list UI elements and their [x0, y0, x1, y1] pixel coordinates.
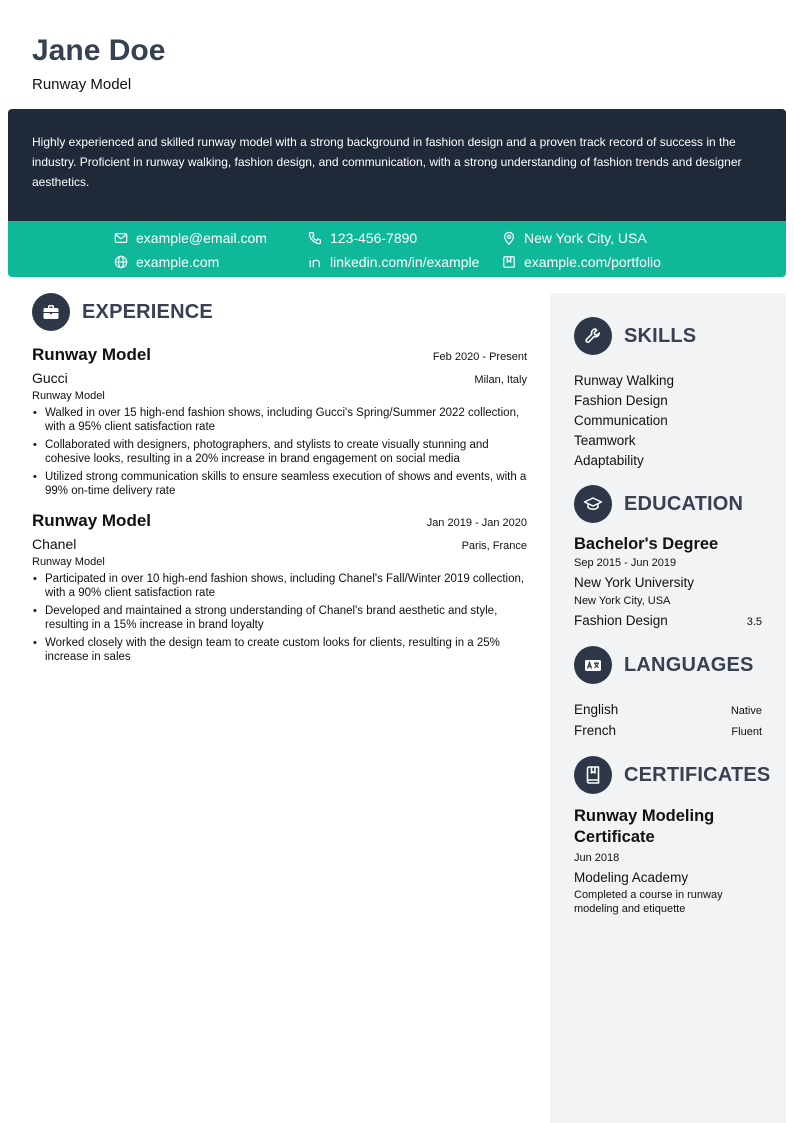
wrench-icon: [583, 326, 603, 346]
job-date: Feb 2020 - Present: [432, 351, 527, 363]
location-text: New York City, USA: [524, 230, 647, 246]
globe-icon: [114, 255, 128, 269]
language-name: English: [574, 702, 619, 717]
job-subtitle: Runway Model: [32, 556, 105, 568]
job-bullet: • Collaborated with designers, photographers, and stylists to create visually stunning and cohesive looks, resulting in a 20% increase in brand engagement on social media: [32, 438, 527, 466]
certificate-issuer: Modeling Academy: [574, 870, 689, 885]
job-subtitle: Runway Model: [32, 390, 105, 402]
job-title: Runway Model: [32, 511, 152, 530]
certificates-section: [574, 756, 771, 916]
resume-header: [32, 34, 165, 93]
job-entry: [32, 345, 527, 498]
experience-header: [32, 293, 527, 331]
summary-text: Highly experienced and skilled runway model with a strong background in fashion design and a proven track record of success in the industry. Proficient in runway walking, fashion design, and communication, with a strong understanding of fashion trends and designer aesthetics.: [32, 135, 742, 189]
experience-section: [32, 293, 527, 668]
location-icon: [502, 231, 516, 245]
education-degree: Bachelor's Degree: [574, 535, 719, 553]
language-level: Native: [730, 705, 762, 717]
skill-item: Adaptability: [574, 453, 644, 468]
contact-bar: [8, 221, 786, 277]
language-level: Fluent: [731, 726, 762, 738]
education-date: Sep 2015 - Jun 2019: [574, 557, 677, 569]
mail-icon: [114, 231, 128, 245]
linkedin-icon: [308, 255, 322, 269]
skills-title: SKILLS: [624, 324, 697, 347]
job-bullet: • Utilized strong communication skills to ensure seamless execution of shows and events, with a 99% on-time delivery rate: [32, 470, 527, 498]
graduation-cap-icon: [583, 494, 603, 514]
job-bullet: • Worked closely with the design team to create custom looks for clients, resulting in a 25% increase in sales: [32, 636, 527, 664]
linkedin-text: linkedin.com/in/example: [330, 254, 480, 270]
certificate-date: Jun 2018: [574, 852, 620, 864]
summary-panel: [8, 109, 786, 221]
skill-item: Runway Walking: [574, 373, 675, 388]
job-bullet: • Participated in over 10 high-end fashion shows, including Chanel's Fall/Winter 2019 collection, with a 90% client satisfaction rate: [32, 572, 527, 600]
education-section: [574, 485, 762, 632]
certificate-icon: [583, 765, 603, 785]
education-field: Fashion Design: [574, 613, 668, 628]
job-location: Milan, Italy: [474, 374, 527, 386]
education-title: EDUCATION: [624, 492, 744, 515]
email-text: example@email.com: [136, 230, 267, 246]
translate-icon: [583, 655, 603, 675]
languages-section: [574, 646, 762, 742]
website-text: example.com: [136, 254, 220, 270]
language-item: [574, 700, 762, 721]
contact-website[interactable]: [114, 253, 219, 271]
skill-item: Teamwork: [574, 433, 636, 448]
certificates-title: CERTIFICATES: [624, 763, 771, 786]
languages-header: [574, 646, 762, 684]
skill-item: Communication: [574, 413, 668, 428]
job-bullets: [32, 572, 527, 664]
education-gpa: 3.5: [746, 616, 762, 628]
contact-email[interactable]: [114, 229, 267, 247]
certificate-description: Completed a course in runway modeling and etiquette: [574, 889, 723, 915]
language-name: French: [574, 723, 617, 738]
phone-icon: [308, 231, 322, 245]
portfolio-text: example.com/portfolio: [524, 254, 661, 270]
contact-phone[interactable]: [308, 229, 417, 247]
education-location: New York City, USA: [574, 595, 671, 607]
job-entry: [32, 511, 527, 664]
job-date: Jan 2019 - Jan 2020: [426, 517, 527, 529]
contact-location: [502, 229, 647, 247]
briefcase-icon: [41, 302, 61, 322]
job-title: Runway Model: [32, 345, 152, 364]
job-bullet: • Developed and maintained a strong understanding of Chanel's brand aesthetic and style, resulting in a 15% increase in brand loyalty: [32, 604, 527, 632]
certificate-name: Runway Modeling Certificate: [574, 807, 715, 846]
skills-section: [574, 317, 762, 471]
job-bullets: [32, 406, 527, 498]
candidate-name: Jane Doe: [32, 34, 166, 67]
job-bullet: • Walked in over 15 high-end fashion shows, including Gucci's Spring/Summer 2022 collection, with a 95% client satisfaction rate: [32, 406, 527, 434]
sidebar: [550, 293, 786, 1123]
job-company: Gucci: [32, 370, 68, 386]
language-item: [574, 721, 762, 742]
education-header: [574, 485, 762, 523]
skills-header: [574, 317, 762, 355]
job-location: Paris, France: [461, 540, 527, 552]
job-company: Chanel: [32, 536, 77, 552]
experience-title: EXPERIENCE: [82, 300, 213, 323]
languages-title: LANGUAGES: [624, 653, 754, 676]
skill-item: Fashion Design: [574, 393, 668, 408]
certificates-header: [574, 756, 771, 794]
candidate-role: Runway Model: [32, 76, 132, 93]
contact-linkedin[interactable]: [308, 253, 479, 271]
portfolio-icon: [502, 255, 516, 269]
education-school: New York University: [574, 575, 695, 590]
phone-text: 123-456-7890: [330, 230, 418, 246]
contact-portfolio[interactable]: [502, 253, 661, 271]
